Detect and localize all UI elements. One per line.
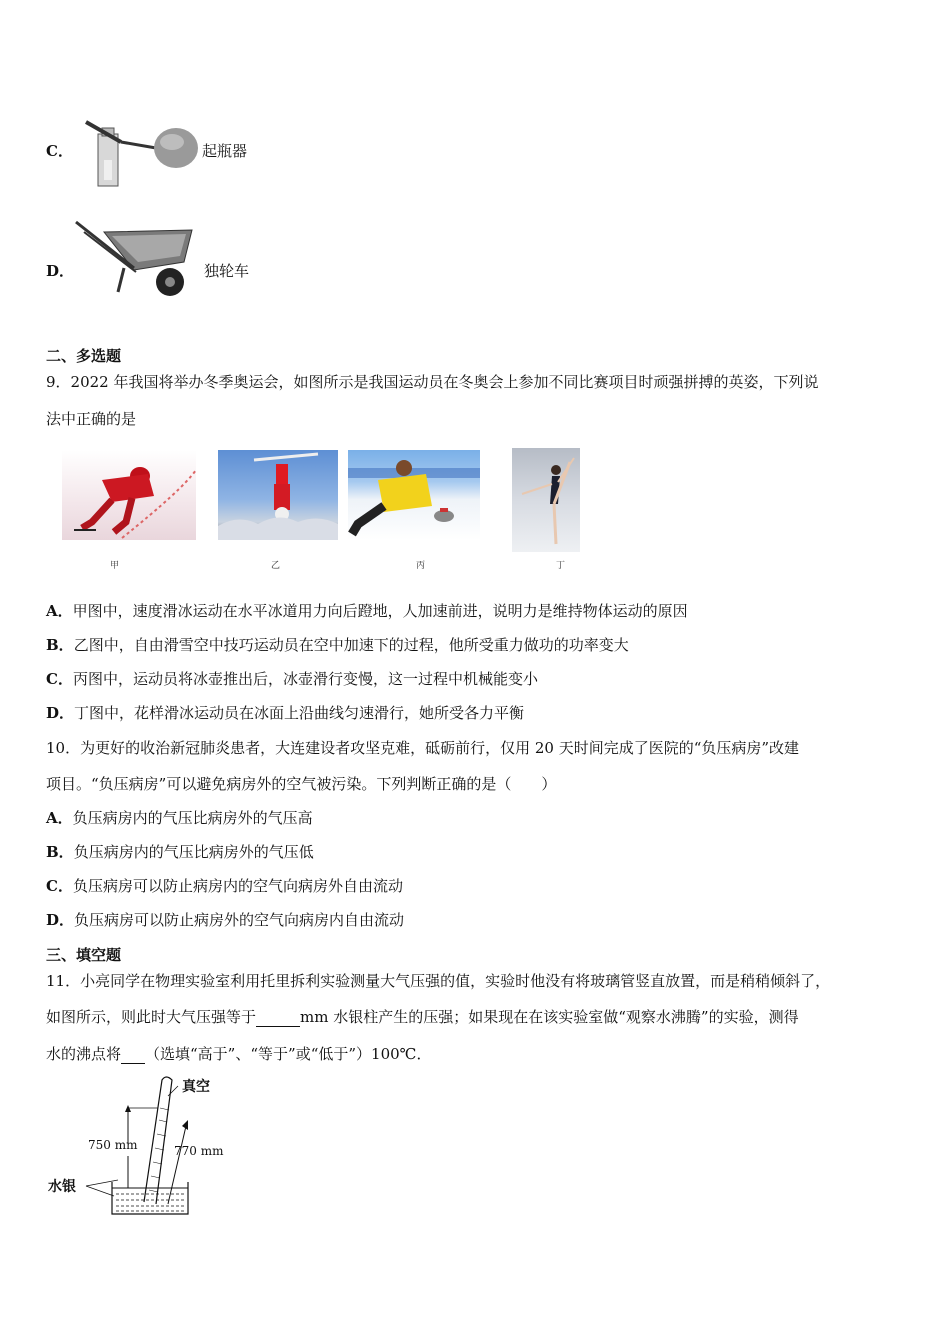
option-text: 丁图中，花样滑冰运动员在冰面上沿曲线匀速滑行，她所受各力平衡 bbox=[74, 704, 525, 722]
option-text: 负压病房可以防止病房内的空气向病房外自由流动 bbox=[72, 877, 403, 895]
question-9-option-a bbox=[46, 600, 688, 621]
question-9-stem-line1: 9．2022 年我国将举办冬季奥运会，如图所示是我国运动员在冬奥会上参加不同比赛项目时顽强拼搏的英姿，下列说 bbox=[46, 373, 819, 391]
stem-text: 水的沸点将 bbox=[46, 1045, 122, 1063]
stem-text: 如图所示，则此时大气压强等于 bbox=[46, 1008, 257, 1026]
option-d-row bbox=[46, 218, 306, 303]
option-text: 负压病房内的气压比病房外的气压高 bbox=[72, 809, 313, 827]
question-10-option-b bbox=[46, 841, 314, 862]
question-10-option-a bbox=[46, 807, 313, 828]
mercury-label: 水银 bbox=[48, 1179, 76, 1195]
option-label: A． bbox=[46, 602, 73, 620]
option-text: 甲图中，速度滑冰运动在水平冰道用力向后蹬地，人加速前进，说明力是维持物体运动的原因 bbox=[72, 602, 688, 620]
question-9-stem-line2: 法中正确的是 bbox=[46, 410, 137, 428]
photo-speed-skater bbox=[62, 450, 196, 540]
figure-label-bing: 丙 bbox=[416, 561, 426, 571]
question-9-option-d bbox=[46, 702, 524, 723]
option-label: C． bbox=[46, 670, 73, 688]
photo-curling bbox=[348, 450, 480, 540]
question-11-stem-line1: 11．小亮同学在物理实验室利用托里拆利实验测量大气压强的值，实验时他没有将玻璃管竖直放置，而是稍稍倾斜了， bbox=[46, 972, 831, 990]
option-label: D． bbox=[46, 704, 75, 722]
question-11-stem-line3 bbox=[46, 1043, 431, 1064]
option-d-caption: 独轮车 bbox=[204, 262, 250, 280]
section-2-heading: 二、多选题 bbox=[46, 347, 122, 365]
question-9-option-c bbox=[46, 668, 538, 689]
option-label: B． bbox=[46, 843, 74, 861]
option-c-label: C． bbox=[46, 142, 73, 160]
stem-text: （选填“高于”、“等于”或“低于”）100℃． bbox=[145, 1045, 432, 1063]
torricelli-diagram bbox=[46, 1072, 246, 1222]
option-d-label: D． bbox=[46, 262, 75, 280]
wheelbarrow-image bbox=[74, 218, 199, 300]
height-750-label: 750 mm bbox=[88, 1138, 138, 1152]
section-3-heading: 三、填空题 bbox=[46, 946, 122, 964]
stem-text: mm 水银柱产生的压强；如果现在在该实验室做“观察水沸腾”的实验，测得 bbox=[300, 1008, 799, 1026]
vacuum-label: 真空 bbox=[182, 1079, 210, 1095]
question-11-stem-line2 bbox=[46, 1006, 799, 1027]
answer-blank-boiling[interactable] bbox=[121, 1045, 145, 1064]
question-9-option-b bbox=[46, 634, 629, 655]
question-10-stem-line1: 10．为更好的收治新冠肺炎患者，大连建设者攻坚克难，砥砺前行，仅用 20 天时间完成了医院的“负压病房”改建 bbox=[46, 739, 800, 757]
photo-figure-skater bbox=[512, 448, 580, 552]
option-text: 负压病房内的气压比病房外的气压低 bbox=[73, 843, 314, 861]
option-label: D． bbox=[46, 911, 75, 929]
option-text: 乙图中，自由滑雪空中技巧运动员在空中加速下的过程，他所受重力做功的功率变大 bbox=[73, 636, 629, 654]
option-c-row bbox=[46, 120, 306, 195]
photo-aerial-skier bbox=[218, 450, 338, 540]
figure-label-ding: 丁 bbox=[556, 561, 566, 571]
question-10-option-c bbox=[46, 875, 403, 896]
length-770-label: 770 mm bbox=[174, 1144, 224, 1158]
option-text: 丙图中，运动员将冰壶推出后，冰壶滑行变慢，这一过程中机械能变小 bbox=[72, 670, 538, 688]
option-label: B． bbox=[46, 636, 74, 654]
question-10-stem-line2: 项目。“负压病房”可以避免病房外的空气被污染。下列判断正确的是（ ） bbox=[46, 775, 557, 793]
option-text: 负压病房可以防止病房外的空气向病房内自由流动 bbox=[74, 911, 405, 929]
figure-label-yi: 乙 bbox=[271, 561, 281, 571]
option-label: A． bbox=[46, 809, 73, 827]
option-label: C． bbox=[46, 877, 73, 895]
answer-blank-pressure[interactable] bbox=[256, 1008, 300, 1027]
bottle-opener-image bbox=[76, 120, 201, 190]
figure-label-jia: 甲 bbox=[110, 561, 120, 571]
question-10-option-d bbox=[46, 909, 404, 930]
option-c-caption: 起瓶器 bbox=[202, 142, 248, 160]
